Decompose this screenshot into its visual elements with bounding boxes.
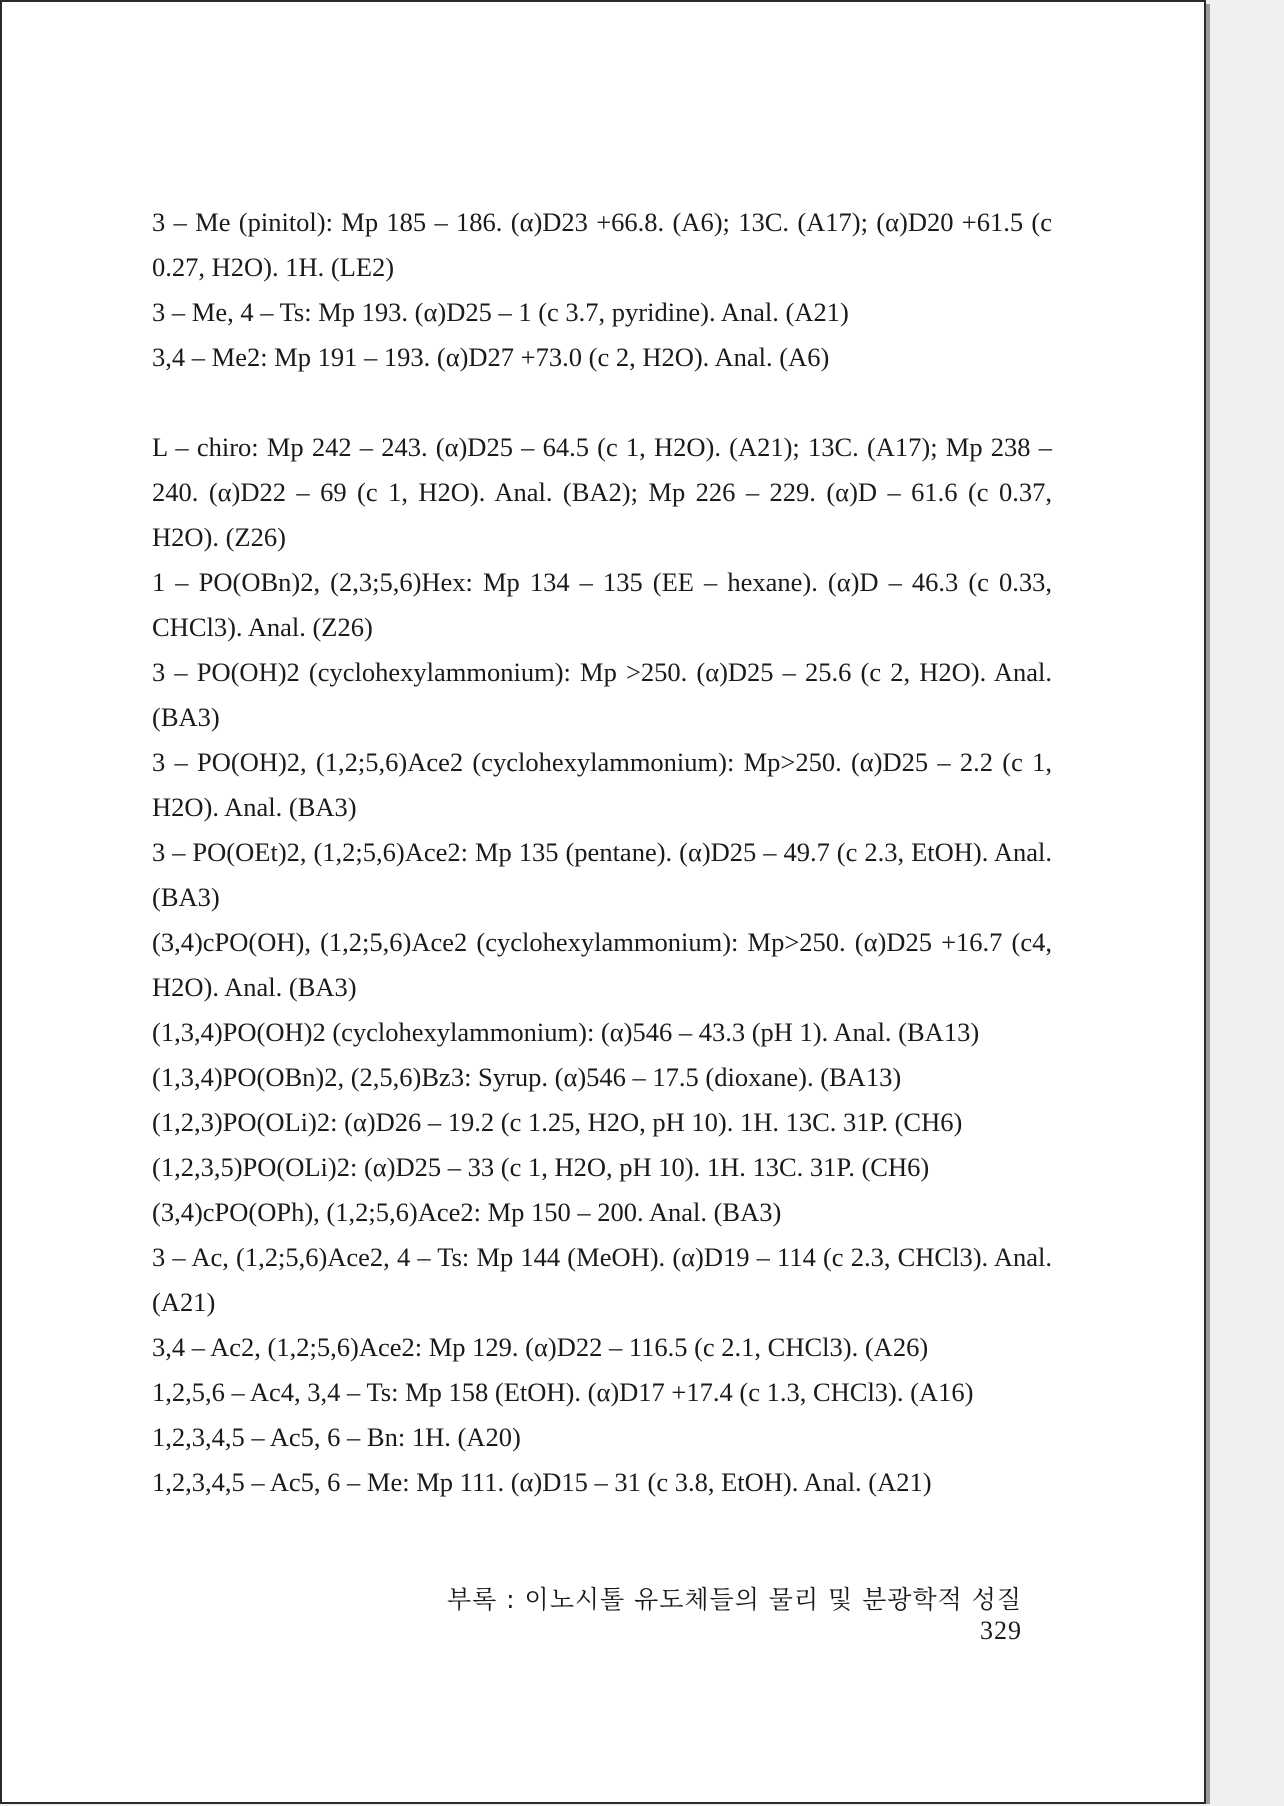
section-gap bbox=[152, 380, 1052, 425]
entry-3-4-me2: 3,4 – Me2: Mp 191 – 193. (α)D27 +73.0 (c 2, H2O). Anal. (A6) bbox=[152, 342, 830, 372]
entry-3-po-oh2-ace2: 3 – PO(OH)2, (1,2;5,6)Ace2 (cyclohexylammonium): Mp>250. (α)D25 – 2.2 (c 1, H2O). Anal. (BA3) bbox=[152, 747, 1052, 822]
entries-list bbox=[152, 200, 1052, 1505]
entry-1-po-obn2: 1 – PO(OBn)2, (2,3;5,6)Hex: Mp 134 – 135 (EE – hexane). (α)D – 46.3 (c 0.33, CHCl3). Anal. (Z26) bbox=[152, 567, 1052, 642]
entry-1-2-3-4-5-ac5-6-bn: 1,2,3,4,5 – Ac5, 6 – Bn: 1H. (A20) bbox=[152, 1422, 521, 1452]
entry-l-chiro: L – chiro: Mp 242 – 243. (α)D25 – 64.5 (c 1, H2O). (A21); 13C. (A17); Mp 238 – 240. (α)D22 – 69 (c 1, H2O). Anal. (BA2); Mp 226 – 229. (α)D – 61.6 (c 0.37, H2O). (Z26) bbox=[152, 432, 1052, 552]
entry-3-po-oh2: 3 – PO(OH)2 (cyclohexylammonium): Mp >250. (α)D25 – 25.6 (c 2, H2O). Anal. (BA3) bbox=[152, 657, 1052, 732]
entry-1-3-4-po-oh2: (1,3,4)PO(OH)2 (cyclohexylammonium): (α)546 – 43.3 (pH 1). Anal. (BA13) bbox=[152, 1017, 980, 1047]
entry-1-2-3-5-po-oli2: (1,2,3,5)PO(OLi)2: (α)D25 – 33 (c 1, H2O, pH 10). 1H. 13C. 31P. (CH6) bbox=[152, 1152, 930, 1182]
entry-1-2-3-po-oli2: (1,2,3)PO(OLi)2: (α)D26 – 19.2 (c 1.25, H2O, pH 10). 1H. 13C. 31P. (CH6) bbox=[152, 1107, 963, 1137]
entry-1-2-3-4-5-ac5-6-me: 1,2,3,4,5 – Ac5, 6 – Me: Mp 111. (α)D15 – 31 (c 3.8, EtOH). Anal. (A21) bbox=[152, 1467, 932, 1497]
entry-3-ac-ace2-4-ts: 3 – Ac, (1,2;5,6)Ace2, 4 – Ts: Mp 144 (MeOH). (α)D19 – 114 (c 2.3, CHCl3). Anal. (A21) bbox=[152, 1242, 1052, 1317]
entry-3-me-pinitol: 3 – Me (pinitol): Mp 185 – 186. (α)D23 +66.8. (A6); 13C. (A17); (α)D20 +61.5 (c 0.27, H2O). 1H. (LE2) bbox=[152, 207, 1052, 282]
entry-3-me-4-ts: 3 – Me, 4 – Ts: Mp 193. (α)D25 – 1 (c 3.7, pyridine). Anal. (A21) bbox=[152, 297, 849, 327]
page-footer bbox=[422, 1580, 1022, 1646]
entry-1-3-4-po-obn2-bz3: (1,3,4)PO(OBn)2, (2,5,6)Bz3: Syrup. (α)546 – 17.5 (dioxane). (BA13) bbox=[152, 1062, 902, 1092]
running-title: 부록 : 이노시톨 유도체들의 물리 및 분광학적 성질 bbox=[446, 1585, 1022, 1614]
page-number: 329 bbox=[980, 1616, 1022, 1645]
entry-3-po-oet2-ace2: 3 – PO(OEt)2, (1,2;5,6)Ace2: Mp 135 (pentane). (α)D25 – 49.7 (c 2.3, EtOH). Anal. (BA3) bbox=[152, 837, 1052, 912]
entry-1-2-5-6-ac4-3-4-ts: 1,2,5,6 – Ac4, 3,4 – Ts: Mp 158 (EtOH). (α)D17 +17.4 (c 1.3, CHCl3). (A16) bbox=[152, 1377, 974, 1407]
entry-3-4-ac2-ace2: 3,4 – Ac2, (1,2;5,6)Ace2: Mp 129. (α)D22 – 116.5 (c 2.1, CHCl3). (A26) bbox=[152, 1332, 929, 1362]
entry-3-4-cpo-oh-ace2: (3,4)cPO(OH), (1,2;5,6)Ace2 (cyclohexylammonium): Mp>250. (α)D25 +16.7 (c4, H2O). Anal. (BA3) bbox=[152, 927, 1052, 1002]
entry-3-4-cpo-oph-ace2: (3,4)cPO(OPh), (1,2;5,6)Ace2: Mp 150 – 200. Anal. (BA3) bbox=[152, 1197, 782, 1227]
page-edge-shadow bbox=[1206, 4, 1210, 1804]
